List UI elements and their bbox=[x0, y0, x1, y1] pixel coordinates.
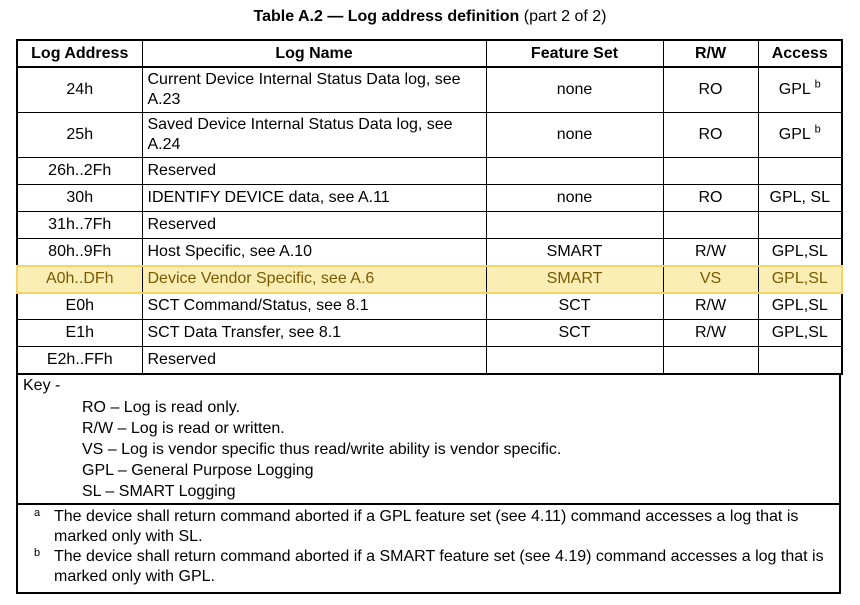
log-address-cell bbox=[17, 185, 142, 212]
log-address-cell bbox=[17, 113, 142, 158]
log-address-cell-text: E0h bbox=[65, 297, 94, 314]
log-name-cell bbox=[142, 239, 486, 266]
rw-cell-text: R/W bbox=[694, 324, 727, 341]
table-row bbox=[17, 347, 842, 375]
footnote-text: The device shall return command aborted if a SMART feature set (see 4.19) command accesses a log that is marked only with GPL. bbox=[54, 548, 824, 585]
feature-set-cell-text: SCT bbox=[558, 297, 591, 314]
access-cell bbox=[758, 347, 842, 375]
log-name-cell bbox=[142, 67, 486, 113]
log-name-cell-text: Host Specific, see A.10 bbox=[147, 243, 313, 260]
feature-set-cell-text: none bbox=[556, 126, 593, 143]
key-item: GPL – General Purpose Logging bbox=[82, 462, 314, 479]
log-name-cell-text: IDENTIFY DEVICE data, see A.11 bbox=[147, 189, 390, 206]
table-row bbox=[17, 158, 842, 185]
feature-set-cell bbox=[486, 67, 663, 113]
rw-cell bbox=[663, 266, 758, 293]
caption-suffix: (part 2 of 2) bbox=[519, 8, 607, 25]
log-name-cell bbox=[142, 185, 486, 212]
rw-cell bbox=[663, 293, 758, 320]
rw-cell bbox=[663, 347, 758, 375]
log-name-cell-text: Saved Device Internal Status Data log, see A.24 bbox=[147, 116, 453, 153]
footnote-text: The device shall return command aborted if a GPL feature set (see 4.11) command accesses a log that is marked only with SL. bbox=[54, 508, 799, 545]
footnote-mark: b bbox=[34, 547, 41, 559]
key-item: SL – SMART Logging bbox=[82, 483, 236, 500]
footnote-ref: b bbox=[814, 78, 821, 91]
feature-set-cell bbox=[486, 347, 663, 375]
table-caption bbox=[0, 8, 860, 26]
log-address-cell bbox=[17, 320, 142, 347]
feature-set-cell-text: SMART bbox=[546, 243, 603, 260]
log-address-cell-text: 25h bbox=[66, 126, 94, 143]
access-cell-text: GPL bbox=[778, 126, 811, 143]
access-cell-text: GPL,SL bbox=[771, 297, 828, 314]
table-row bbox=[17, 212, 842, 239]
feature-set-cell bbox=[486, 293, 663, 320]
log-name-cell bbox=[142, 212, 486, 239]
rw-cell bbox=[663, 113, 758, 158]
feature-set-cell bbox=[486, 158, 663, 185]
feature-set-cell-text: SCT bbox=[558, 324, 591, 341]
table-row bbox=[17, 293, 842, 320]
log-address-cell-text: 30h bbox=[66, 189, 94, 206]
rw-cell bbox=[663, 212, 758, 239]
rw-cell bbox=[663, 67, 758, 113]
access-cell bbox=[758, 113, 842, 158]
footnotes-section bbox=[16, 503, 841, 594]
log-name-cell-text: Device Vendor Specific, see A.6 bbox=[147, 270, 375, 287]
log-address-cell-text: 24h bbox=[66, 81, 94, 98]
feature-set-cell-text: SMART bbox=[546, 270, 603, 287]
log-address-cell-text: 31h..7Fh bbox=[48, 216, 112, 233]
feature-set-cell-text: none bbox=[556, 189, 593, 206]
log-address-cell bbox=[17, 266, 142, 293]
log-name-cell bbox=[142, 266, 486, 293]
col-header-log-name: Log Name bbox=[142, 40, 486, 67]
access-cell-text: GPL,SL bbox=[771, 243, 828, 260]
table-row bbox=[17, 185, 842, 212]
access-cell-text: GPL,SL bbox=[771, 270, 828, 287]
log-address-cell bbox=[17, 158, 142, 185]
log-name-cell bbox=[142, 113, 486, 158]
footnote-ref: b bbox=[814, 123, 821, 136]
key-title: Key - bbox=[23, 377, 61, 394]
feature-set-cell-text: none bbox=[556, 81, 593, 98]
log-name-cell-text: SCT Data Transfer, see 8.1 bbox=[147, 324, 342, 341]
log-name-cell-text: Reserved bbox=[147, 216, 216, 233]
log-address-cell bbox=[17, 293, 142, 320]
key-item: RO – Log is read only. bbox=[82, 399, 241, 416]
rw-cell-text: R/W bbox=[694, 297, 727, 314]
access-cell bbox=[758, 185, 842, 212]
log-address-cell-text: A0h..DFh bbox=[45, 270, 114, 287]
rw-cell bbox=[663, 185, 758, 212]
log-name-cell-text: Reserved bbox=[147, 351, 216, 368]
rw-cell-text: VS bbox=[699, 270, 722, 287]
log-address-cell bbox=[17, 347, 142, 375]
rw-cell-text: R/W bbox=[694, 243, 727, 260]
access-cell bbox=[758, 212, 842, 239]
table-row bbox=[17, 67, 842, 113]
access-cell bbox=[758, 239, 842, 266]
log-address-cell-text: 26h..2Fh bbox=[48, 162, 112, 179]
log-name-cell bbox=[142, 293, 486, 320]
key-section bbox=[16, 373, 841, 505]
rw-cell-text: RO bbox=[698, 189, 723, 206]
log-name-cell bbox=[142, 347, 486, 375]
rw-cell bbox=[663, 320, 758, 347]
feature-set-cell bbox=[486, 266, 663, 293]
table-row bbox=[17, 320, 842, 347]
key-item: R/W – Log is read or written. bbox=[82, 420, 285, 437]
feature-set-cell bbox=[486, 239, 663, 266]
log-address-cell-text: E2h..FFh bbox=[46, 351, 113, 368]
table-row bbox=[17, 113, 842, 158]
rw-cell bbox=[663, 158, 758, 185]
table-row bbox=[17, 239, 842, 266]
access-cell bbox=[758, 293, 842, 320]
col-header-rw: R/W bbox=[663, 40, 758, 67]
rw-cell bbox=[663, 239, 758, 266]
access-cell bbox=[758, 266, 842, 293]
feature-set-cell bbox=[486, 212, 663, 239]
footnote-mark: a bbox=[34, 507, 41, 519]
log-name-cell-text: SCT Command/Status, see 8.1 bbox=[147, 297, 369, 314]
feature-set-cell bbox=[486, 320, 663, 347]
log-address-table bbox=[16, 39, 843, 375]
caption-title: Table A.2 — Log address definition bbox=[253, 8, 520, 25]
header-row bbox=[17, 40, 842, 67]
log-name-cell bbox=[142, 158, 486, 185]
col-header-feature-set: Feature Set bbox=[486, 40, 663, 67]
log-address-cell-text: E1h bbox=[65, 324, 94, 341]
log-name-cell-text: Reserved bbox=[147, 162, 216, 179]
feature-set-cell bbox=[486, 185, 663, 212]
access-cell-text: GPL, SL bbox=[769, 189, 830, 206]
log-name-cell bbox=[142, 320, 486, 347]
col-header-access: Access bbox=[758, 40, 842, 67]
table-row bbox=[17, 266, 842, 293]
access-cell bbox=[758, 158, 842, 185]
log-address-cell bbox=[17, 67, 142, 113]
access-cell bbox=[758, 67, 842, 113]
feature-set-cell bbox=[486, 113, 663, 158]
access-cell-text: GPL,SL bbox=[771, 324, 828, 341]
log-address-cell-text: 80h..9Fh bbox=[48, 243, 112, 260]
access-cell-text: GPL bbox=[778, 81, 811, 98]
log-name-cell-text: Current Device Internal Status Data log, see A.23 bbox=[147, 71, 461, 108]
access-cell bbox=[758, 320, 842, 347]
log-address-cell bbox=[17, 239, 142, 266]
col-header-log-address: Log Address bbox=[17, 40, 142, 67]
rw-cell-text: RO bbox=[698, 126, 723, 143]
rw-cell-text: RO bbox=[698, 81, 723, 98]
key-item: VS – Log is vendor specific thus read/write ability is vendor specific. bbox=[82, 441, 562, 458]
log-address-cell bbox=[17, 212, 142, 239]
